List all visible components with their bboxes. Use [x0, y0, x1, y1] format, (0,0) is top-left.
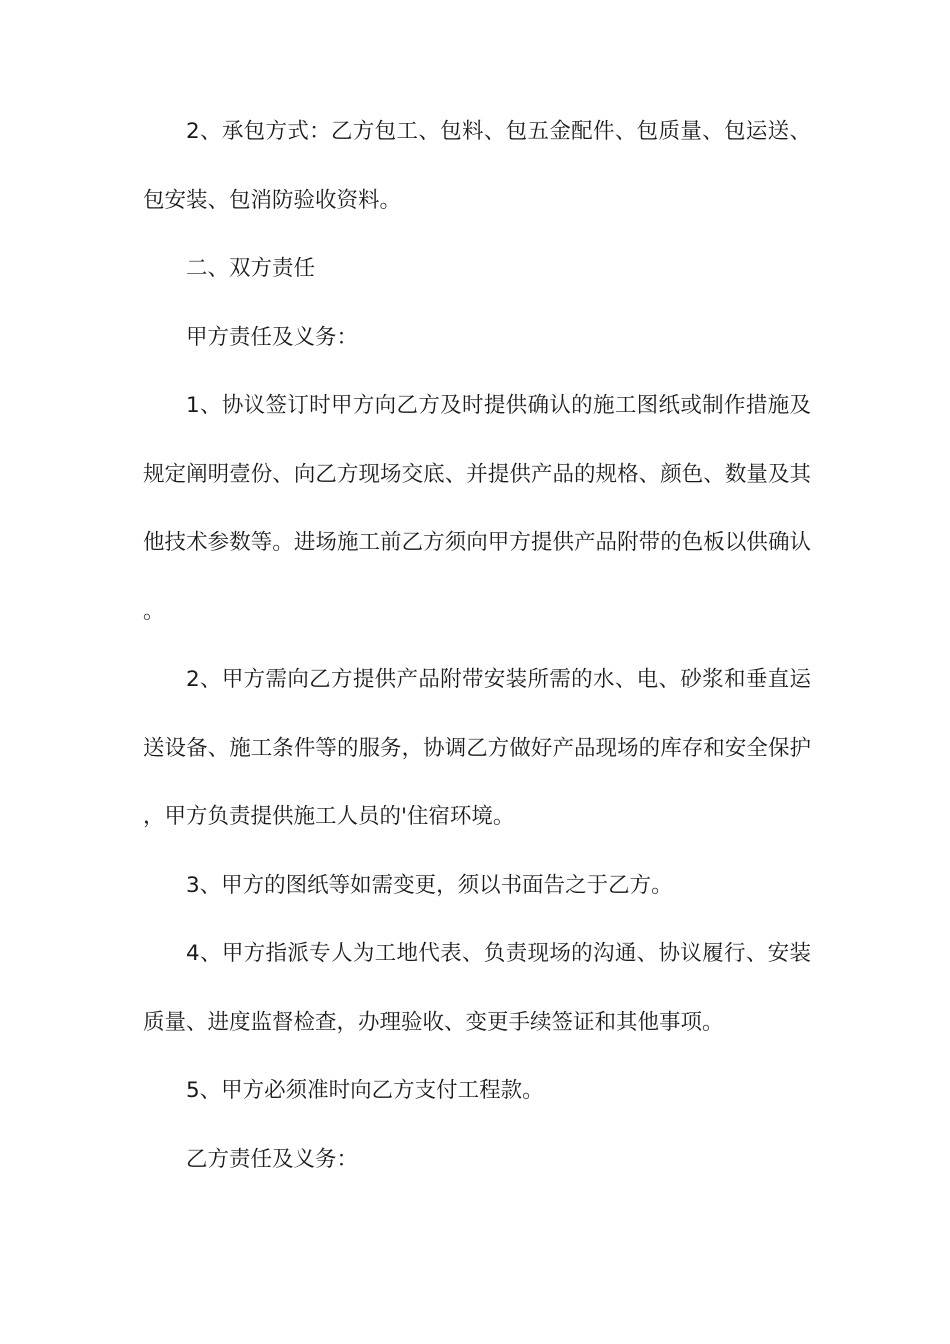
paragraph-party-a-item-2: 2、甲方需向乙方提供产品附带安装所需的水、电、砂浆和垂直运送设备、施工条件等的服务，协调乙方做好产品现场的库存和安全保护，甲方负责提供施工人员的'住宿环境。	[143, 667, 811, 829]
document-body	[143, 98, 811, 1194]
paragraph-party-a-item-4: 4、甲方指派专人为工地代表、负责现场的沟通、协议履行、安装质量、进度监督检查，办理验收、变更手续签证和其他事项。	[143, 941, 811, 1035]
subheading-party-a-duties: 甲方责任及义务：	[186, 324, 359, 350]
section-heading-responsibilities: 二、双方责任	[186, 256, 316, 281]
paragraph-party-a-item-1: 1、协议签订时甲方向乙方及时提供确认的施工图纸或制作措施及规定阐明壹份、向乙方现场交底、并提供产品的规格、颜色、数量及其他技术参数等。进场施工前乙方须向甲方提供产品附带的色板以供确认。	[143, 393, 811, 624]
paragraph-party-a-item-5: 5、甲方必须准时向乙方支付工程款。	[186, 1078, 544, 1103]
paragraph-contract-method: 2、承包方式：乙方包工、包料、包五金配件、包质量、包运送、包安装、包消防验收资料。	[143, 119, 811, 213]
paragraph-party-a-item-3: 3、甲方的图纸等如需变更，须以书面告之于乙方。	[186, 872, 673, 898]
subheading-party-b-duties: 乙方责任及义务：	[186, 1146, 359, 1172]
